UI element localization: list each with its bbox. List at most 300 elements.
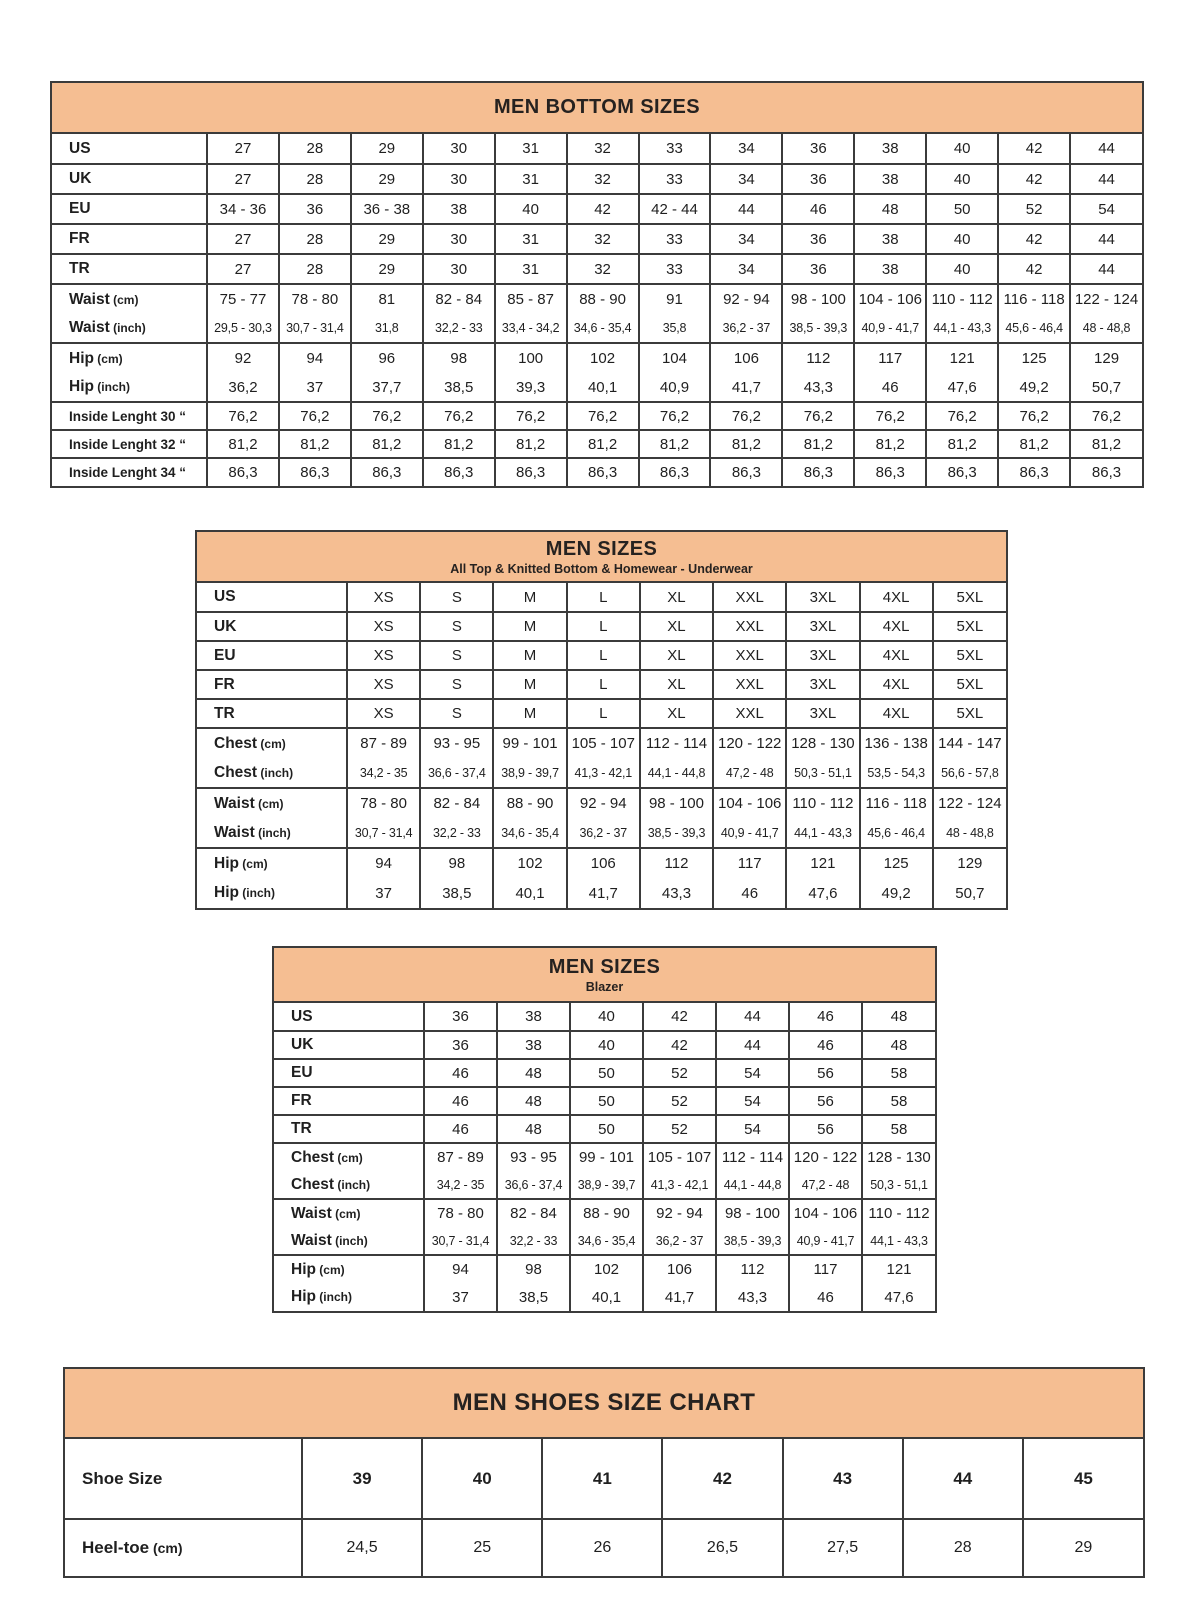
table-cell: 82 - 84 — [423, 284, 495, 314]
table-cell: 45 — [1023, 1439, 1143, 1519]
table-cell: 44 — [1070, 164, 1142, 194]
table-cell: 81,2 — [639, 430, 711, 458]
table-cell: 29 — [351, 164, 423, 194]
row-label — [274, 1283, 424, 1311]
row-label-text: EU — [214, 646, 236, 664]
table-cell: 47,6 — [862, 1283, 935, 1311]
table-cell: 76,2 — [926, 402, 998, 430]
table-cell: 36,2 - 37 — [567, 818, 640, 848]
table-header — [274, 948, 935, 1003]
table-cell: XS — [347, 699, 420, 728]
table-cell: 42 — [998, 134, 1070, 164]
table-cell: L — [567, 670, 640, 699]
table-cell: 76,2 — [207, 402, 279, 430]
table-row — [52, 373, 1142, 402]
table-cell: 76,2 — [782, 402, 854, 430]
row-label — [274, 1087, 424, 1115]
table-cell: 38,9 - 39,7 — [570, 1171, 643, 1199]
row-label — [197, 848, 347, 878]
table-cell: 76,2 — [423, 402, 495, 430]
table-cell: 30 — [423, 224, 495, 254]
table-cell: 47,6 — [926, 373, 998, 402]
table-cell: 98 - 100 — [782, 284, 854, 314]
row-label-text: TR — [214, 704, 235, 722]
table-cell: 44 — [1070, 134, 1142, 164]
table-row — [274, 1031, 935, 1059]
table-cell: 33 — [639, 164, 711, 194]
table-cell: 110 - 112 — [786, 788, 859, 818]
row-label-text: FR — [214, 675, 235, 693]
row-label — [274, 1143, 424, 1171]
table-cell: L — [567, 612, 640, 641]
table-cell: 44,1 - 43,3 — [926, 314, 998, 343]
size-grid — [197, 583, 1006, 908]
table-cell: XL — [640, 670, 713, 699]
table-cell: 49,2 — [860, 878, 933, 908]
table-cell: 35,8 — [639, 314, 711, 343]
table-cell: 86,3 — [351, 458, 423, 486]
table-cell: 32,2 - 33 — [420, 818, 493, 848]
table-row — [274, 1227, 935, 1255]
table-cell: 27 — [207, 254, 279, 284]
table-cell: 40,1 — [493, 878, 566, 908]
table-cell: 34 — [710, 224, 782, 254]
row-label-text: Waist — [69, 319, 110, 336]
table-cell: 50 — [926, 194, 998, 224]
table-cell: 54 — [716, 1115, 789, 1143]
row-label — [274, 1227, 424, 1255]
table-cell: 44 — [1070, 224, 1142, 254]
table-cell: 96 — [351, 343, 423, 373]
row-label-unit: (cm) — [254, 796, 284, 811]
table-cell: 104 — [639, 343, 711, 373]
table-row — [52, 458, 1142, 486]
row-label — [274, 1115, 424, 1143]
table-cell: 44 — [903, 1439, 1023, 1519]
men-sizes-tops-table — [195, 530, 1008, 910]
table-cell: 36,6 - 37,4 — [497, 1171, 570, 1199]
table-cell: XL — [640, 699, 713, 728]
row-label-unit: (cm) — [315, 1262, 345, 1277]
row-label-unit: (inch) — [109, 321, 146, 335]
row-label — [52, 254, 207, 284]
table-cell: 40 — [495, 194, 567, 224]
table-cell: 45,6 - 46,4 — [998, 314, 1070, 343]
table-cell: 38,9 - 39,7 — [493, 758, 566, 788]
table-cell: 40,1 — [570, 1283, 643, 1311]
row-label — [52, 134, 207, 164]
table-cell: 46 — [424, 1059, 497, 1087]
table-row — [197, 758, 1006, 788]
table-cell: 32 — [567, 224, 639, 254]
table-cell: 49,2 — [998, 373, 1070, 402]
table-row — [197, 612, 1006, 641]
row-label-text: Inside Lenght 32 “ — [69, 436, 187, 452]
table-cell: 38,5 - 39,3 — [640, 818, 713, 848]
table-cell: 29 — [351, 134, 423, 164]
table-cell: 38,5 — [497, 1283, 570, 1311]
row-label-text: Inside Lenght 34 “ — [69, 465, 187, 480]
table-cell: 5XL — [933, 699, 1006, 728]
table-cell: 125 — [860, 848, 933, 878]
row-label-text: Waist — [291, 1204, 332, 1222]
table-row — [52, 430, 1142, 458]
table-cell: 36 — [782, 134, 854, 164]
table-cell: 106 — [643, 1255, 716, 1283]
table-cell: 92 - 94 — [643, 1199, 716, 1227]
table-cell: 5XL — [933, 583, 1006, 612]
table-row — [52, 224, 1142, 254]
table-cell: 43,3 — [782, 373, 854, 402]
table-cell: 129 — [1070, 343, 1142, 373]
table-header — [197, 532, 1006, 583]
table-cell: 33 — [639, 254, 711, 284]
table-cell: 41 — [542, 1439, 662, 1519]
table-cell: 42 — [998, 254, 1070, 284]
table-cell: 128 - 130 — [862, 1143, 935, 1171]
row-label — [274, 1031, 424, 1059]
table-cell: 32 — [567, 254, 639, 284]
table-cell: 43 — [783, 1439, 903, 1519]
table-cell: 93 - 95 — [420, 728, 493, 758]
row-label-unit: (cm) — [149, 1540, 183, 1556]
row-label-text: Chest — [291, 1175, 335, 1193]
table-cell: 56 — [789, 1115, 862, 1143]
table-cell: 4XL — [860, 583, 933, 612]
table-cell: 4XL — [860, 612, 933, 641]
table-cell: 44,1 - 44,8 — [716, 1171, 789, 1199]
table-cell: 128 - 130 — [786, 728, 859, 758]
table-cell: 30,7 - 31,4 — [347, 818, 420, 848]
table-cell: 34,6 - 35,4 — [567, 314, 639, 343]
row-label-text: Waist — [291, 1231, 332, 1249]
table-cell: 34 — [710, 254, 782, 284]
table-cell: 41,7 — [567, 878, 640, 908]
row-label-unit: (cm) — [257, 736, 286, 751]
table-cell: 53,5 - 54,3 — [860, 758, 933, 788]
table-cell: 78 - 80 — [424, 1199, 497, 1227]
row-label-text: US — [69, 139, 91, 157]
table-cell: 25 — [422, 1519, 542, 1576]
table-cell: 76,2 — [639, 402, 711, 430]
table-cell: L — [567, 641, 640, 670]
table-cell: 41,7 — [643, 1283, 716, 1311]
table-cell: 117 — [789, 1255, 862, 1283]
table-row — [197, 670, 1006, 699]
row-label-text: UK — [69, 170, 92, 187]
table-row — [197, 848, 1006, 878]
table-row — [52, 134, 1142, 164]
table-cell: 36,2 - 37 — [643, 1227, 716, 1255]
table-cell: 112 — [640, 848, 713, 878]
table-row — [197, 818, 1006, 848]
table-row — [274, 1087, 935, 1115]
table-cell: 31 — [495, 164, 567, 194]
table-cell: 3XL — [786, 641, 859, 670]
table-subtitle: Blazer — [585, 979, 624, 994]
row-label-text: Chest — [291, 1148, 335, 1166]
row-label — [197, 641, 347, 670]
table-cell: 86,3 — [998, 458, 1070, 486]
table-cell: 27 — [207, 134, 279, 164]
table-cell: 34 — [710, 134, 782, 164]
table-cell: 91 — [639, 284, 711, 314]
table-cell: 31 — [495, 224, 567, 254]
row-label-unit: (inch) — [315, 1290, 352, 1304]
table-cell: 40,9 - 41,7 — [713, 818, 786, 848]
row-label — [52, 164, 207, 194]
row-label — [52, 373, 207, 402]
table-cell: 106 — [710, 343, 782, 373]
table-cell: 86,3 — [567, 458, 639, 486]
row-label-text: Chest — [214, 763, 258, 781]
table-cell: L — [567, 699, 640, 728]
table-cell: M — [493, 612, 566, 641]
table-cell: 38,5 - 39,3 — [782, 314, 854, 343]
table-row — [274, 1115, 935, 1143]
table-cell: 5XL — [933, 670, 1006, 699]
table-cell: 40 — [926, 254, 998, 284]
table-cell: 81,2 — [207, 430, 279, 458]
table-cell: 30,7 - 31,4 — [424, 1227, 497, 1255]
row-label — [52, 284, 207, 314]
table-cell: XL — [640, 583, 713, 612]
table-cell: 24,5 — [302, 1519, 422, 1576]
table-cell: 52 — [643, 1087, 716, 1115]
table-cell: 48 — [497, 1115, 570, 1143]
table-cell: 46 — [782, 194, 854, 224]
table-cell: 56 — [789, 1059, 862, 1087]
row-label-text: FR — [69, 230, 90, 247]
table-cell: 116 - 118 — [860, 788, 933, 818]
table-cell: 82 - 84 — [497, 1199, 570, 1227]
table-cell: 34,2 - 35 — [347, 758, 420, 788]
table-cell: 106 — [567, 848, 640, 878]
table-cell: 26 — [542, 1519, 662, 1576]
row-label-text: Waist — [214, 823, 255, 841]
row-label-text: TR — [291, 1120, 312, 1137]
row-label-text: Chest — [214, 734, 258, 752]
table-cell: 43,3 — [716, 1283, 789, 1311]
table-cell: XS — [347, 641, 420, 670]
table-cell: XXL — [713, 641, 786, 670]
table-cell: 48 — [497, 1059, 570, 1087]
table-cell: 86,3 — [423, 458, 495, 486]
table-title: MEN SIZES — [548, 955, 661, 978]
table-cell: 56 — [789, 1087, 862, 1115]
table-cell: 46 — [789, 1031, 862, 1059]
table-cell: 40 — [926, 164, 998, 194]
table-cell: 86,3 — [279, 458, 351, 486]
table-cell: XXL — [713, 583, 786, 612]
table-cell: 38 — [854, 254, 926, 284]
table-row — [197, 788, 1006, 818]
table-cell: 112 — [716, 1255, 789, 1283]
table-cell: 4XL — [860, 641, 933, 670]
row-label-unit: (inch) — [331, 1233, 368, 1248]
row-label — [65, 1519, 302, 1576]
table-cell: 117 — [854, 343, 926, 373]
row-label-text: Hip — [214, 884, 239, 901]
table-row — [52, 284, 1142, 314]
row-label — [52, 402, 207, 430]
row-label — [274, 1171, 424, 1199]
table-cell: 40,9 - 41,7 — [789, 1227, 862, 1255]
table-cell: 28 — [279, 164, 351, 194]
table-cell: 81,2 — [710, 430, 782, 458]
row-label-text: Waist — [69, 290, 110, 308]
table-cell: 81 — [351, 284, 423, 314]
table-cell: 29 — [1023, 1519, 1143, 1576]
table-cell: XXL — [713, 699, 786, 728]
table-cell: M — [493, 583, 566, 612]
table-cell: 76,2 — [1070, 402, 1142, 430]
table-cell: 44 — [716, 1031, 789, 1059]
row-label — [197, 670, 347, 699]
table-cell: 41,3 - 42,1 — [643, 1171, 716, 1199]
table-cell: 116 - 118 — [998, 284, 1070, 314]
row-label — [65, 1439, 302, 1519]
table-cell: XL — [640, 641, 713, 670]
table-cell: 92 - 94 — [710, 284, 782, 314]
table-cell: 34 — [710, 164, 782, 194]
table-cell: 81,2 — [351, 430, 423, 458]
table-cell: 39,3 — [495, 373, 567, 402]
row-label-text: UK — [214, 617, 237, 635]
table-cell: 36 — [424, 1031, 497, 1059]
table-cell: 28 — [279, 224, 351, 254]
row-label — [52, 343, 207, 373]
table-cell: S — [420, 583, 493, 612]
table-cell: 94 — [424, 1255, 497, 1283]
table-cell: 110 - 112 — [862, 1199, 935, 1227]
table-cell: 129 — [933, 848, 1006, 878]
table-cell: 81,2 — [495, 430, 567, 458]
table-cell: 86,3 — [207, 458, 279, 486]
row-label — [52, 314, 207, 343]
row-label-unit: (inch) — [238, 886, 275, 900]
table-cell: 122 - 124 — [933, 788, 1006, 818]
table-cell: 31 — [495, 254, 567, 284]
table-cell: 120 - 122 — [713, 728, 786, 758]
table-cell: 42 — [998, 224, 1070, 254]
table-cell: XXL — [713, 612, 786, 641]
table-cell: 81,2 — [854, 430, 926, 458]
table-cell: 104 - 106 — [854, 284, 926, 314]
row-label-text: EU — [69, 200, 91, 217]
table-cell: 37 — [279, 373, 351, 402]
table-cell: 5XL — [933, 612, 1006, 641]
table-cell: 86,3 — [1070, 458, 1142, 486]
table-cell: 104 - 106 — [713, 788, 786, 818]
table-cell: S — [420, 612, 493, 641]
table-cell: XXL — [713, 670, 786, 699]
row-label-text: Hip — [69, 378, 94, 395]
table-cell: 88 - 90 — [493, 788, 566, 818]
table-cell: 44,1 - 43,3 — [786, 818, 859, 848]
table-cell: 38 — [854, 164, 926, 194]
table-cell: 93 - 95 — [497, 1143, 570, 1171]
row-label-unit: (inch) — [254, 825, 291, 840]
table-cell: 78 - 80 — [347, 788, 420, 818]
table-cell: 37 — [347, 878, 420, 908]
table-cell: 38,5 — [420, 878, 493, 908]
row-label-text: TR — [69, 260, 90, 277]
table-cell: 3XL — [786, 670, 859, 699]
table-cell: 32 — [567, 134, 639, 164]
table-cell: 47,6 — [786, 878, 859, 908]
table-cell: 112 - 114 — [640, 728, 713, 758]
table-cell: 38 — [497, 1003, 570, 1031]
table-cell: 46 — [424, 1115, 497, 1143]
table-cell: 50 — [570, 1087, 643, 1115]
table-row — [197, 641, 1006, 670]
table-cell: 86,3 — [854, 458, 926, 486]
table-cell: 40 — [422, 1439, 542, 1519]
size-grid — [274, 1003, 935, 1311]
row-label-unit: (cm) — [331, 1206, 361, 1221]
table-cell: 36 — [782, 164, 854, 194]
table-row — [52, 314, 1142, 343]
table-cell: 88 - 90 — [567, 284, 639, 314]
table-cell: 27,5 — [783, 1519, 903, 1576]
table-cell: 98 - 100 — [640, 788, 713, 818]
table-cell: S — [420, 670, 493, 699]
row-label — [274, 1255, 424, 1283]
row-label-text: Hip — [214, 854, 239, 872]
table-cell: 94 — [279, 343, 351, 373]
table-cell: 34,2 - 35 — [424, 1171, 497, 1199]
table-cell: 36 — [424, 1003, 497, 1031]
table-cell: 105 - 107 — [567, 728, 640, 758]
table-cell: 36 — [782, 254, 854, 284]
table-cell: 112 — [782, 343, 854, 373]
table-cell: 92 - 94 — [567, 788, 640, 818]
table-cell: 27 — [207, 164, 279, 194]
table-cell: 42 — [662, 1439, 782, 1519]
table-cell: 86,3 — [639, 458, 711, 486]
table-cell: 3XL — [786, 583, 859, 612]
row-label — [197, 818, 347, 848]
table-row — [197, 878, 1006, 908]
table-cell: 44,1 - 44,8 — [640, 758, 713, 788]
table-cell: XS — [347, 670, 420, 699]
table-cell: S — [420, 641, 493, 670]
row-label-text: Heel-toe — [82, 1538, 150, 1557]
table-cell: 102 — [567, 343, 639, 373]
table-cell: 40,9 - 41,7 — [854, 314, 926, 343]
table-cell: 28 — [279, 254, 351, 284]
table-cell: 28 — [903, 1519, 1023, 1576]
table-cell: 81,2 — [423, 430, 495, 458]
table-row — [197, 699, 1006, 728]
row-label-text: US — [214, 588, 236, 605]
table-row — [52, 254, 1142, 284]
row-label-unit: (inch) — [93, 380, 130, 394]
table-title: MEN SIZES — [545, 537, 658, 560]
row-label — [197, 878, 347, 908]
row-label-unit: (inch) — [334, 1177, 371, 1192]
table-cell: 46 — [789, 1003, 862, 1031]
row-label-text: Hip — [69, 349, 94, 367]
table-cell: 136 - 138 — [860, 728, 933, 758]
table-cell: 44,1 - 43,3 — [862, 1227, 935, 1255]
table-cell: 144 - 147 — [933, 728, 1006, 758]
table-cell: 94 — [347, 848, 420, 878]
table-cell: 50 — [570, 1115, 643, 1143]
table-row — [52, 343, 1142, 373]
size-grid — [52, 134, 1142, 486]
